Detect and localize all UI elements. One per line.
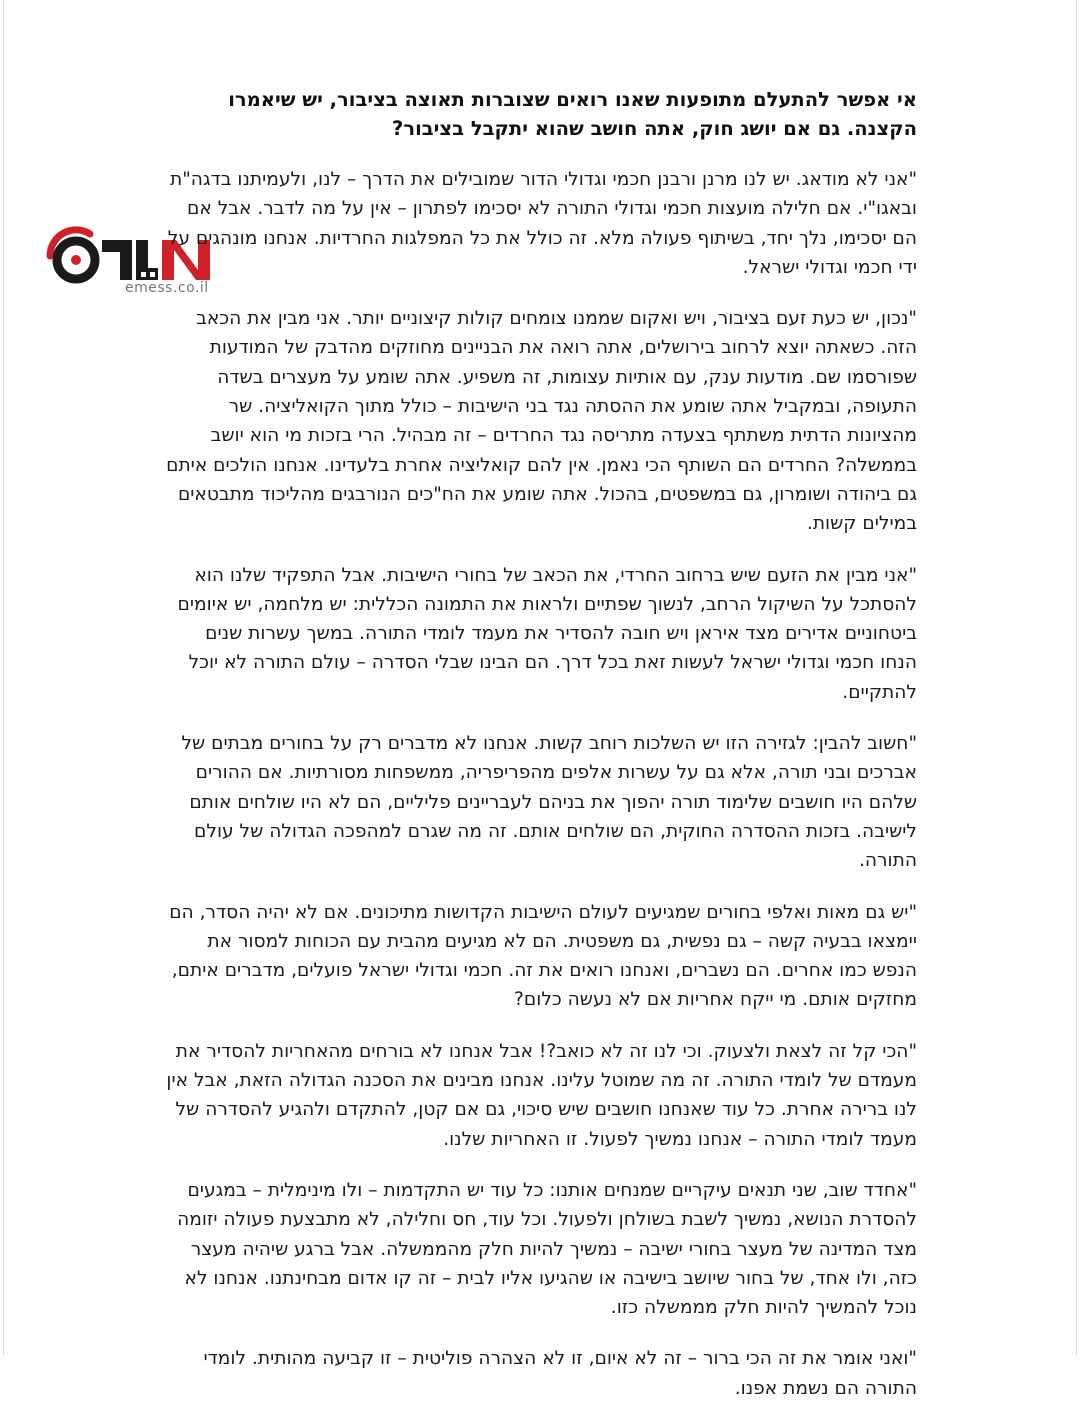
article xyxy=(165,85,917,1425)
answer-paragraph-2: "נכון, יש כעת זעם בציבור, ויש ואקום שממנו צומחים קולות קיצוניים יותר. אני מבין את הכאב הזה. כשאתה יוצא לרחוב בירושלים, אתה רואה את הבניינים מחוזקים מהדבק של המודעות שפורסמו שם. מודעות ענק, עם אותיות עצומות, זה משפיע. אתה שומע על מעצרים בשדה התעופה, ובמקביל אתה שומע את ההסתה נגד בני הישיבות – כולל מתוך הקואליציה. שר מהציונות הדתית משתתף בצעדה מתריסה נגד החרדים – זה מבהיל. הרי בזכות מי הוא יושב בממשלה? החרדים הם השותף הכי נאמן. אין להם קואליציה אחרת בלעדינו. אנחנו הולכים איתם גם ביהודה ושומרון, גם במשפטים, בהכול. אתה שומע את הח"כים הנורבגים מהליכוד מתבטאים במילים קשות. xyxy=(166,308,917,535)
answer-paragraph-5: "יש גם מאות ואלפי בחורים שמגיעים לעולם הישיבות הקדושות מתיכונים. אם לא יהיה הסדר, הם יימצאו בבעיה קשה – גם נפשית, גם משפטית. הם לא מגיעים מהבית עם הכוחות למסור את הנפש כמו אחרים. הם נשברים, ואנחנו רואים את זה. חכמי וגדולי ישראל פועלים, מדברים איתם, מחזקים אותם. מי ייקח אחריות אם לא נעשה כלום? xyxy=(169,901,917,1011)
logo-square-1 xyxy=(141,272,146,277)
interview-question: אי אפשר להתעלם מתופעות שאנו רואים שצוברות תאוצה בציבור, יש שיאמרו הקצנה. גם אם יושג חוק, אתה חושב שהוא יתקבל בציבור? xyxy=(228,88,917,140)
logo-letter-1 xyxy=(102,240,132,280)
left-border xyxy=(3,0,4,1356)
right-border xyxy=(1076,0,1077,1356)
answer-paragraph-4: "חשוב להבין: לגזירה הזו יש השלכות רוחב קשות. אנחנו לא מדברים רק על בחורים מבתים של אברכים ובני תורה, אלא גם על עשרות אלפים מהפריפריה, ממשפחות מסורתיות. אם ההורים שלהם היו חושבים שלימוד תורה יהפוך את בניהם לעבריינים פליליים, הם לא היו שולחים אותם לישיבה. בזכות ההסדרה החוקית, הם שולחים אותם. זה מה שגרם למהפכה הגדולה של עולם התורה. xyxy=(181,733,917,872)
logo-dot xyxy=(71,255,81,265)
answer-paragraph-8: "ואני אומר את זה הכי ברור – זה לא איום, זו לא הצהרה פוליטית – זו קביעה מהותית. לומדי התורה הם נשמת אפנו. xyxy=(203,1348,917,1399)
logo-square-2 xyxy=(150,272,155,277)
answer-paragraph-3: "אני מבין את הזעם שיש ברחוב החרדי, את הכאב של בחורי הישיבות. אבל התפקיד שלנו הוא להסתכל על השיקול הרחב, לנשוך שפתיים ולראות את התמונה הכללית: יש מלחמה, יש איומים ביטחוניים אדירים מצד איראן ויש חובה להסדיר את מעמד לומדי התורה. במשך עשרות שנים הנחו חכמי וגדולי ישראל לעשות זאת בכל דרך. הם הבינו שבלי הסדרה – עולם התורה לא יוכל להתקיים. xyxy=(177,564,917,703)
answer-paragraph-7: "אחדד שוב, שני תנאים עיקריים שמנחים אותנו: כל עוד יש התקדמות – ולו מינימלית – במגעים להסדרת הנושא, נמשיך לשבת בשולחן ולפעול. וכל עוד, חס וחלילה, לא מתבצעת פעולה יזומה מצד המדינה של מעצר בחורי ישיבה – נמשיך להיות חלק מהממשלה. אבל ברגע שיהיה מעצר כזה, ולו אחד, של בחור שיושב בישיבה או שהגיעו אליו לבית – זה קו אדום מבחינתנו. אנחנו לא נוכל להמשיך להיות חלק מממשלה כזו. xyxy=(177,1179,917,1319)
answer-paragraph-1: "אני לא מודאג. יש לנו מרנן ורבנן חכמי וגדולי הדור שמובילים את הדרך – לנו, ולעמיתנו בדגה"ת ובאגו"י. אם חלילה מועצות חכמי וגדולי התורה לא יסכימו לפתרון – אין על מה לדבר. אבל אם הם יסכימו, נלך יחד, בשיתוף פעולה מלא. זה כולל את כל המפלגות החרדיות. אנחנו מונהגים על ידי חכמי וגדולי ישראל. xyxy=(167,169,917,278)
logo-site-url: emess.co.il xyxy=(125,280,209,296)
answer-paragraph-6: "הכי קל זה לצאת ולצעוק. וכי לנו זה לא כואב?! אבל אנחנו לא בורחים מהאחריות להסדיר את מעמדם של לומדי התורה. זה מה שמוטל עלינו. אנחנו מבינים את הסכנה הגדולה הזאת, אבל אין לנו ברירה אחרת. כל עוד שאנחנו חושבים שיש סיכוי, גם אם קטן, להתקדם ולהגיע להסדרה של מעמד לומדי התורה – אנחנו נמשיך לפעול. זו האחריות שלנו. xyxy=(166,1040,917,1150)
